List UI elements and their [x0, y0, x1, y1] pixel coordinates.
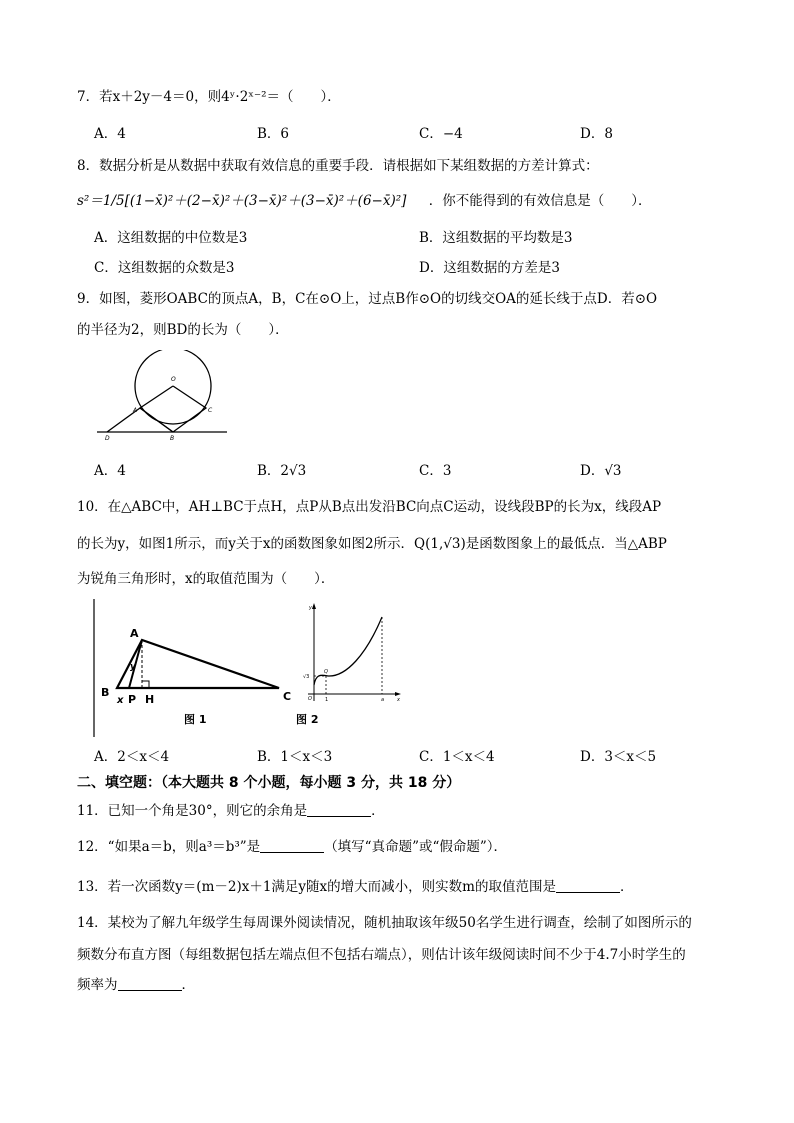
- fig2-label-o: O: [308, 696, 312, 702]
- q9-rhombus: [140, 386, 206, 432]
- q7-stem: 7．若x＋2y－4＝0，则4ʸ·2ˣ⁻²＝（ ）．: [77, 89, 341, 105]
- q9-option-a: A．4: [94, 463, 126, 479]
- q10-stem-line3: 为锐角三角形时，x的取值范围为（ ）．: [77, 571, 335, 587]
- q13-tail: ．: [619, 879, 634, 895]
- section-2-title: 二、填空题：（本大题共 8 个小题，每小题 3 分，共 18 分）: [77, 775, 461, 791]
- fig2-label-y: y: [309, 605, 312, 611]
- q10-option-a: A．2＜x＜4: [94, 749, 170, 765]
- q11-tail: ．: [371, 803, 385, 819]
- q9-option-d: D．√3: [580, 463, 622, 479]
- q9-label-o: O: [171, 376, 176, 383]
- q9-label-c: C: [208, 407, 213, 414]
- q11-answer-blank[interactable]: [307, 803, 371, 817]
- q10-stem-line1: 10．在△ABC中，AH⊥BC于点H，点P从B点出发沿BC向点C运动，设线段BP的长为x，线段AP: [77, 499, 662, 515]
- q14-answer-blank[interactable]: [118, 977, 182, 991]
- fig2-label-q: Q: [324, 669, 328, 675]
- q9-stem-line2: 的半径为2，则BD的长为（ ）．: [77, 322, 289, 338]
- q9-label-a: A: [133, 407, 138, 414]
- q14-line3: [77, 976, 195, 994]
- q8-option-a: A．这组数据的中位数是3: [94, 230, 248, 246]
- q9-label-d: D: [105, 435, 110, 442]
- fig1-label-y: y: [130, 662, 136, 672]
- fig1-label-c: C: [283, 690, 292, 703]
- fig1-label-b: B: [101, 686, 110, 699]
- fig1-label-a: A: [130, 627, 139, 640]
- q14-line2: 频数分布直方图（每组数据包括左端点但不包括右端点），则估计该年级阅读时间不少于4.7小时学生的: [77, 947, 686, 963]
- q8-stem: 8．数据分析是从数据中获取有效信息的重要手段．请根据如下某组数据的方差计算式：: [77, 158, 599, 174]
- q14-text: 频率为: [77, 977, 118, 993]
- q10-figure-2: [296, 597, 406, 739]
- q9-option-c: C．3: [419, 463, 452, 479]
- q12-tail: （填写“真命题”或“假命题”）．: [324, 839, 508, 855]
- q9-line-ab-ext: [140, 408, 173, 432]
- q9-stem-line1: 9．如图，菱形OABC的顶点A，B，C在⊙O上，过点B作⊙O的切线交OA的延长线于点D．若⊙O: [77, 291, 658, 307]
- q10-figure-1: [92, 597, 302, 739]
- q10-option-b: B．1＜x＜3: [257, 749, 333, 765]
- fig1-label-p: P: [128, 693, 137, 706]
- q8-option-d: D．这组数据的方差是3: [419, 260, 560, 276]
- fig2-y-arrow: [312, 603, 316, 609]
- q8-option-b: B．这组数据的平均数是3: [419, 230, 573, 246]
- q13: [77, 878, 633, 896]
- fig2-x-arrow: [395, 692, 401, 696]
- fig1-caption: 图 1: [184, 713, 207, 726]
- q7-option-b: B．6: [257, 126, 290, 142]
- q11-text: 11．已知一个角是30°，则它的余角是: [77, 803, 308, 819]
- fig1-label-x: x: [117, 695, 124, 706]
- q10-option-d: D．3＜x＜5: [580, 749, 657, 765]
- q7-option-d: D．8: [580, 126, 613, 142]
- q9-option-b: B．2√3: [257, 463, 307, 479]
- q11: [77, 802, 385, 820]
- fig2-label-a: a: [381, 697, 385, 703]
- q13-text: 13．若一次函数y＝(m－2)x＋1满足y随x的增大而减小，则实数m的取值范围是: [77, 879, 556, 895]
- q8-variance-formula: s²＝1/5[(1−x̄)²＋(2−x̄)²＋(3−x̄)²＋(3−x̄)²＋(6−x̄)²]: [77, 193, 407, 209]
- fig2-label-root3: √3: [303, 674, 310, 680]
- fig2-label-one: 1: [325, 697, 329, 703]
- q13-answer-blank[interactable]: [556, 879, 620, 893]
- q7-option-a: A．4: [94, 126, 126, 142]
- q10-stem-line2: 的长为y，如图1所示，而y关于x的函数图象如图2所示．Q(1,√3)是函数图象上的最低点．当△ABP: [77, 536, 667, 552]
- q8-formula: [77, 192, 651, 210]
- q12-answer-blank[interactable]: [260, 839, 324, 853]
- q14-tail: ．: [181, 977, 195, 993]
- q8-option-c: C．这组数据的众数是3: [94, 260, 235, 276]
- q14-line1: 14．某校为了解九年级学生每周课外阅读情况，随机抽取该年级50名学生进行调查，绘制了如图所示的: [77, 915, 692, 931]
- fig2-caption: 图 2: [296, 713, 319, 726]
- fig1-label-h: H: [145, 693, 155, 706]
- q12: [77, 838, 507, 856]
- fig2-label-x: x: [397, 697, 400, 703]
- q9-figure: [95, 350, 230, 445]
- q9-label-b: B: [170, 435, 175, 442]
- fig1-triangle-abc: [117, 640, 279, 688]
- q7-option-c: C．−4: [419, 126, 463, 142]
- q10-option-c: C．1＜x＜4: [419, 749, 495, 765]
- q8-formula-tail: ．你不能得到的有效信息是（ ）．: [428, 193, 652, 209]
- q12-text: 12．“如果a＝b，则a³＝b³”是: [77, 839, 261, 855]
